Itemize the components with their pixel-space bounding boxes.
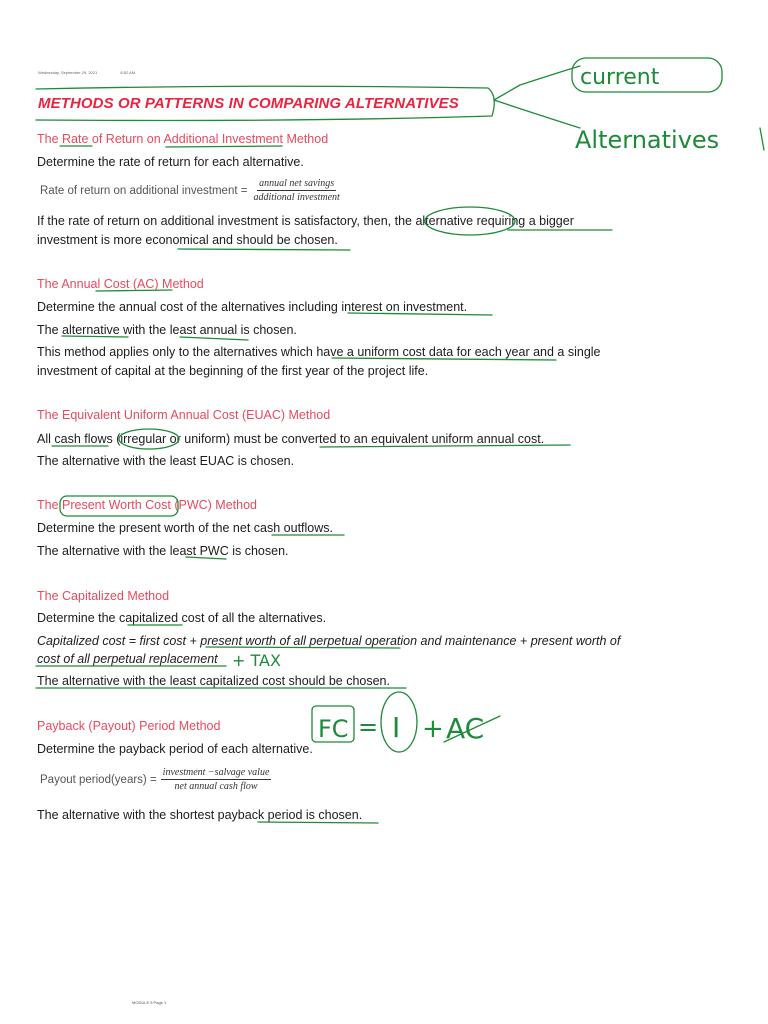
- heading-cap: The Capitalized Method: [37, 589, 170, 603]
- annotation-ac: AC: [446, 712, 485, 745]
- annotation-plus: +: [422, 714, 444, 744]
- heading-ac: The Annual Cost (AC) Method: [37, 277, 204, 291]
- heading-payback: Payback (Payout) Period Method: [37, 719, 221, 733]
- ror-formula-lhs: Rate of return on additional investment =: [40, 184, 248, 197]
- underline-additional: [166, 146, 282, 147]
- ac-arrow: [444, 716, 500, 742]
- ror-formula: [40, 178, 342, 203]
- payback-denominator: net annual cash flow: [174, 781, 258, 792]
- cap-line1: Determine the capitalized cost of all the alternatives.: [37, 611, 327, 625]
- annotation-eq: =: [358, 713, 379, 741]
- annotation-i: I: [392, 711, 401, 744]
- alternatives-bracket: [760, 128, 764, 150]
- heading-pwc: The Present Worth Cost (PWC) Method: [37, 498, 257, 512]
- ac-line2: The alternative with the least annual is chosen.: [37, 323, 297, 337]
- cap-line2a: Capitalized cost = first cost + present worth of all perpetual operation and maintenance + present worth of: [37, 634, 621, 648]
- circle-i: [381, 692, 417, 752]
- payback-numerator: investment −salvage value: [162, 767, 270, 778]
- ac-line3a: This method applies only to the alternatives which have a uniform cost data for each year and a single: [37, 345, 601, 359]
- ror-fraction: [251, 178, 341, 203]
- heading-ror: The Rate of Return on Additional Investment Method: [37, 132, 329, 146]
- heading-euac: The Equivalent Uniform Annual Cost (EUAC) Method: [37, 408, 331, 422]
- ac-line1: Determine the annual cost of the alternatives including interest on investment.: [37, 300, 468, 314]
- payback-fraction: [161, 767, 272, 792]
- annotation-alternatives: Alternatives: [575, 126, 720, 154]
- underline-payback-period: [258, 822, 378, 823]
- page-title: METHODS OR PATTERNS IN COMPARING ALTERNATIVES: [38, 95, 459, 112]
- ror-numerator: annual net savings: [259, 178, 335, 189]
- ror-line1: Determine the rate of return for each alternative.: [37, 155, 304, 169]
- date-text: Wednesday, September 29, 2021: [38, 70, 98, 75]
- fc-box: [312, 706, 354, 742]
- annotation-fc: FC: [318, 715, 349, 743]
- annotation-current: current: [580, 65, 660, 90]
- payback-line1: Determine the payback period of each alternative.: [37, 742, 313, 756]
- underline-chosen: [178, 249, 350, 250]
- title-arrow: [494, 66, 580, 128]
- ac-line3b: investment of capital at the beginning of the first year of the project life.: [37, 364, 429, 378]
- ror-line2a: If the rate of return on additional investment is satisfactory, then, the alternative requiring a bigger: [37, 214, 574, 228]
- current-box: [572, 58, 722, 92]
- timestamp: [38, 70, 157, 75]
- ror-line2b: investment is more economical and should be chosen.: [37, 233, 338, 247]
- annotation-tax: + TAX: [232, 651, 281, 670]
- cap-line2b: cost of all perpetual replacement: [37, 652, 218, 666]
- payback-formula-lhs: Payout period(years) =: [40, 773, 157, 786]
- page-footer: MODULE 5 Page 1: [132, 1000, 167, 1005]
- euac-line2: The alternative with the least EUAC is chosen.: [37, 454, 295, 468]
- pwc-line1: Determine the present worth of the net cash outflows.: [37, 521, 333, 535]
- euac-line1: All cash flows (irregular or uniform) must be converted to an equivalent uniform annual cost.: [37, 432, 545, 446]
- payback-formula: [40, 767, 271, 792]
- payback-line2: The alternative with the shortest payback period is chosen.: [37, 808, 363, 822]
- time-text: 8:52 AM: [120, 70, 136, 75]
- ror-denominator: additional investment: [253, 192, 340, 203]
- cap-line3: The alternative with the least capitalized cost should be chosen.: [37, 674, 390, 688]
- pwc-line2: The alternative with the least PWC is chosen.: [37, 544, 289, 558]
- underline-least-annual: [180, 337, 248, 340]
